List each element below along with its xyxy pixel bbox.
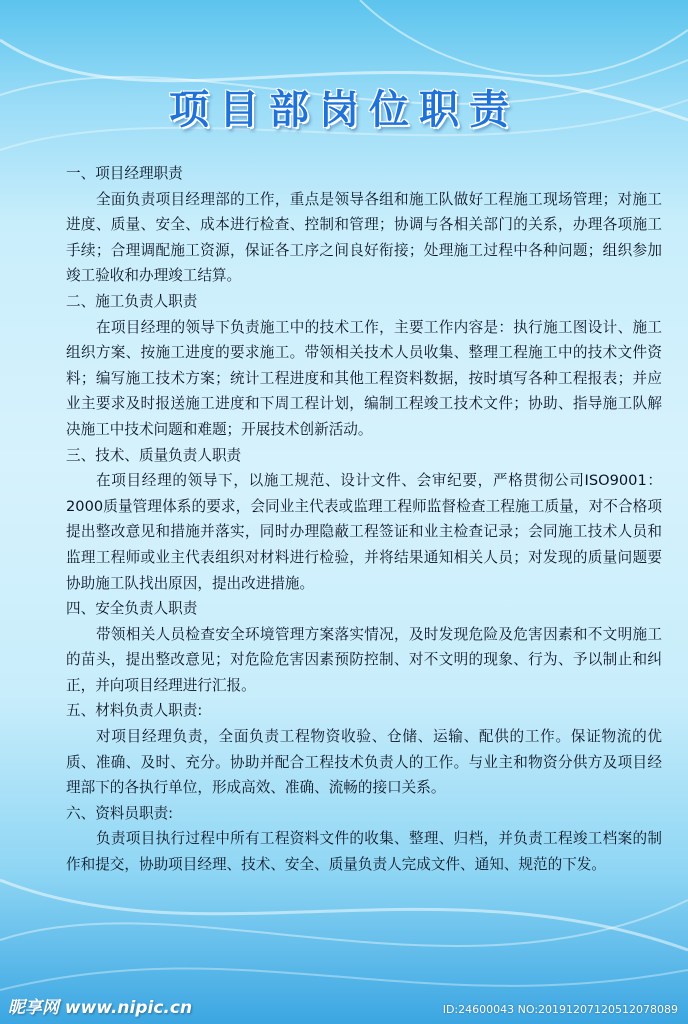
watermark-logo: 昵享网 www.nipic.cn xyxy=(8,998,193,1018)
section-heading-technical-quality: 三、技术、质量负责人职责 xyxy=(66,446,242,464)
watermark-id: ID:24600043 NO:20191207120512078089 xyxy=(442,1003,678,1016)
section-heading-records: 六、资料员职责: xyxy=(66,804,174,822)
section-heading-construction-lead: 二、施工负责人职责 xyxy=(66,292,198,310)
section-body-technical-quality: 在项目经理的领导下，以施工规范、设计文件、会审纪要，严格贯彻公司ISO9001：2000质量管理体系的要求，会同业主代表或监理工程师监督检查工程施工质量，对不合格项提出整改意见和措施并落实，同时办理隐蔽工程签证和业主检查记录；会同施工技术人员和监理工程师或业主代表组织对材料进行检验，并将结果通知相关人员；对发现的质量问题要协助施工队找出原因，提出改进措施。 xyxy=(66,472,662,592)
section-heading-project-manager: 一、项目经理职责 xyxy=(66,165,183,182)
section-heading-materials: 五、材料负责人职责: xyxy=(66,702,203,720)
responsibilities-content xyxy=(66,161,662,878)
section-body-project-manager: 全面负责项目经理部的工作，重点是领导各组和施工队做好工程施工现场管理；对施工进度、质量、安全、成本进行检查、控制和管理；协调与各相关部门的关系，办理各项施工手续；合理调配施工资源，保证各工序之间良好衔接；处理施工过程中各种问题；组织参加竣工验收和办理竣工结算。 xyxy=(66,190,662,285)
section-heading-safety: 四、安全负责人职责 xyxy=(66,600,198,618)
section-body-materials: 对项目经理负责，全面负责工程物资收验、仓储、运输、配供的工作。保证物流的优质、准确、及时、充分。协助并配合工程技术负责人的工作。与业主和物资分供方及项目经理部下的各执行单位，形成高效、准确、流畅的接口关系。 xyxy=(66,728,662,797)
section-body-records: 负责项目执行过程中所有工程资料文件的收集、整理、归档，并负责工程竣工档案的制作和提交，协助项目经理、技术、安全、质量负责人完成文件、通知、规范的下发。 xyxy=(66,830,662,874)
section-body-safety: 带领相关人员检查安全环境管理方案落实情况，及时发现危险及危害因素和不文明施工的苗头，提出整改意见；对危险危害因素预防控制、对不文明的现象、行为、予以制止和纠正，并向项目经理进行汇报。 xyxy=(66,625,662,694)
section-body-construction-lead: 在项目经理的领导下负责施工中的技术工作，主要工作内容是：执行施工图设计、施工组织方案、按施工进度的要求施工。带领相关技术人员收集、整理工程施工中的技术文件资料；编写施工技术方案；统计工程进度和其他工程资料数据，按时填写各种工程报表；并应业主要求及时报送施工进度和下周工程计划，编制工程竣工技术文件；协助、指导施工队解决施工中技术问题和难题；开展技术创新活动。 xyxy=(66,318,662,438)
page-title: 项目部岗位职责 xyxy=(169,87,519,133)
